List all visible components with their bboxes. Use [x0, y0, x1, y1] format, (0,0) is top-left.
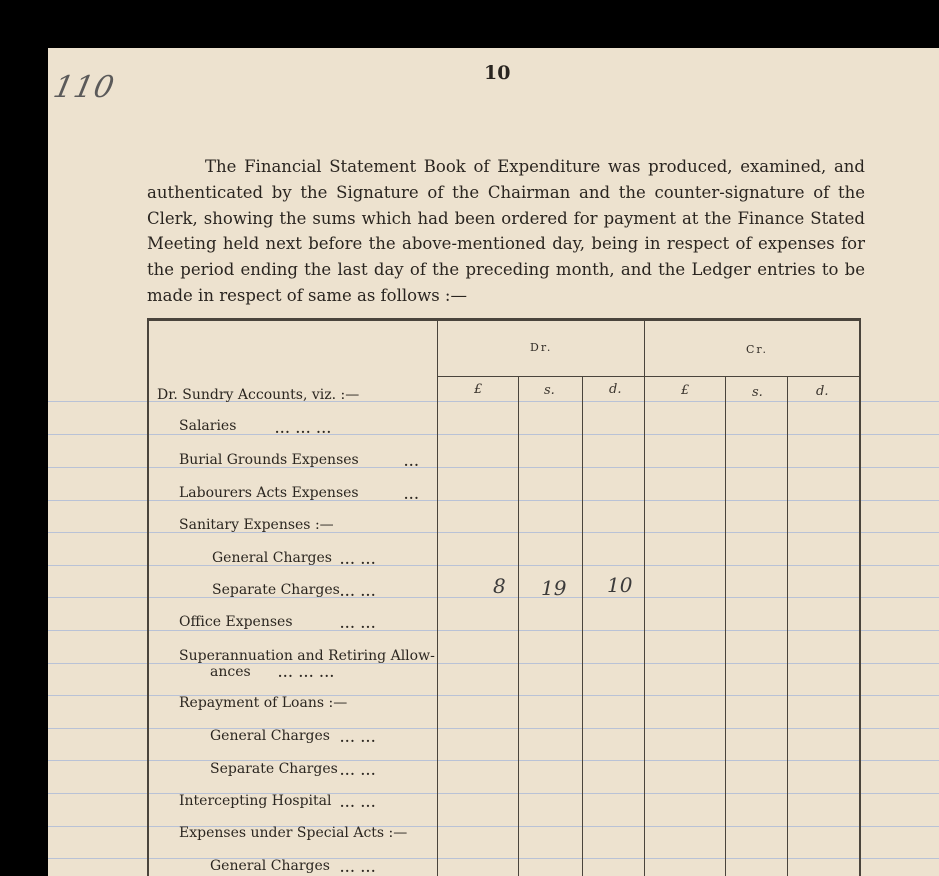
table-title-row: Dr. Sundry Accounts, viz. :—	[157, 387, 360, 403]
table-row-label: Repayment of Loans :—	[179, 695, 348, 711]
table-row-label: Burial Grounds Expenses	[179, 452, 359, 468]
ruled-line	[48, 760, 939, 761]
table-row-label: Intercepting Hospital	[179, 793, 332, 809]
leader-dots: ... ...	[340, 585, 377, 599]
leader-dots: ...	[404, 455, 420, 469]
unit-pounds-dr: £	[474, 382, 483, 397]
unit-pence-cr: d.	[816, 384, 829, 399]
table-row-label: Expenses under Special Acts :—	[179, 825, 408, 841]
leader-dots: ... ... ...	[278, 666, 335, 680]
ruled-line	[48, 728, 939, 729]
handwritten-pence-entry: 10	[607, 573, 633, 597]
leader-dots: ... ...	[340, 796, 377, 810]
intro-paragraph: The Financial Statement Book of Expenditure was produced, examined, and authenticated by the Signature of the Chairman and the counter-signature of the Clerk, showing the sums which had been ordered for payment at the Finance Stated Meeting held next before the above-mentioned day, being in respect of expenses for the period ending the last day of the preceding month, and the Ledger entries to be made in respect of same as follows :—	[147, 157, 865, 305]
ruled-line	[48, 858, 939, 859]
table-row-label: General Charges	[210, 858, 330, 874]
ruled-line	[48, 434, 939, 435]
table-row-label: Separate Charges	[212, 582, 340, 598]
handwritten-shillings-entry: 19	[541, 576, 567, 600]
handwritten-folio-number: 110	[50, 70, 118, 105]
table-row-label: Labourers Acts Expenses	[179, 485, 359, 501]
table-row-label: General Charges	[210, 728, 330, 744]
document-page	[48, 48, 939, 876]
unit-pounds-cr: £	[681, 383, 690, 398]
leader-dots: ... ... ...	[275, 422, 332, 436]
table-row-label: General Charges	[212, 550, 332, 566]
unit-shillings-cr: s.	[752, 385, 763, 400]
ruled-line	[48, 565, 939, 566]
leader-dots: ...	[404, 488, 420, 502]
leader-dots: ... ...	[340, 764, 377, 778]
table-row-label: Sanitary Expenses :—	[179, 517, 334, 533]
table-row-label: ances	[210, 664, 251, 680]
table-row-label: Office Expenses	[179, 614, 293, 630]
ruled-line	[48, 630, 939, 631]
leader-dots: ... ...	[340, 553, 377, 567]
leader-dots: ... ...	[340, 617, 377, 631]
credit-header: Cr.	[746, 343, 768, 356]
unit-pence-dr: d.	[609, 382, 622, 397]
table-row-label: Superannuation and Retiring Allow-	[179, 648, 435, 664]
table-row-label: Separate Charges	[210, 761, 338, 777]
leader-dots: ... ...	[340, 731, 377, 745]
leader-dots: ... ...	[340, 861, 377, 875]
debit-header: Dr.	[530, 341, 553, 354]
table-row-label: Salaries	[179, 418, 237, 434]
handwritten-pounds-entry: 8	[493, 574, 506, 598]
unit-shillings-dr: s.	[544, 383, 555, 398]
page-number: 10	[484, 62, 511, 84]
